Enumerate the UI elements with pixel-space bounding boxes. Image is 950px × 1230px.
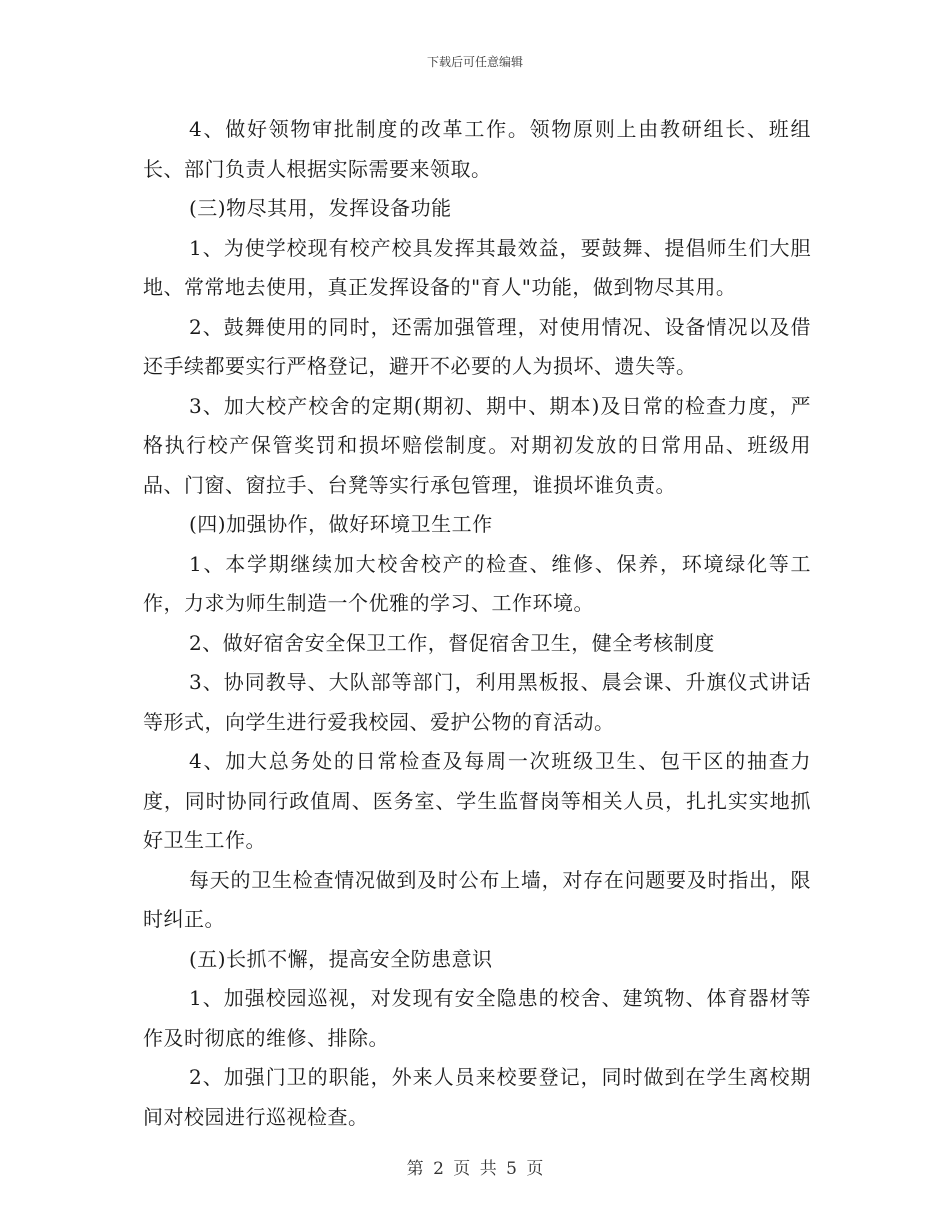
document-body (143, 110, 811, 1137)
section-heading-3: (三)物尽其用，发挥设备功能 (189, 196, 452, 220)
paragraph-guard: 2、加强门卫的职能，外来人员来校要登记，同时做到在学生离校期间对校园进行巡视检查。 (143, 1065, 811, 1129)
paragraph-management: 2、鼓舞使用的同时，还需加强管理，对使用情况、设备情况以及借还手续都要实行严格登记，避开不必要的人为损坏、遗失等。 (143, 314, 811, 378)
paragraph-use-equipment: 1、为使学校现有校产校具发挥其最效益，要鼓舞、提倡师生们大胆地、常常地去使用，真正发挥设备的"育人"功能，做到物尽其用。 (143, 235, 811, 299)
paragraph-daily-publish: 每天的卫生检查情况做到及时公布上墙，对存在问题要及时指出，限时纠正。 (143, 867, 811, 931)
page-number-footer: 第 2 页 共 5 页 (406, 1159, 544, 1179)
paragraph-item-4-requisition: 4、做好领物审批制度的改革工作。领物原则上由教研组长、班组长、部门负责人根据实际需要来领取。 (143, 117, 811, 181)
paragraph-education: 3、协同教导、大队部等部门，利用黑板报、晨会课、升旗仪式讲话等形式，向学生进行爱我校园、爱护公物的育活动。 (143, 670, 811, 734)
section-heading-5: (五)长抓不懈，提高安全防患意识 (189, 946, 493, 971)
paragraph-dormitory: 2、做好宿舍安全保卫工作，督促宿舍卫生，健全考核制度 (189, 630, 715, 655)
paragraph-inspection: 3、加大校产校舍的定期(期初、期中、期本)及日常的检查力度，严格执行校产保管奖罚和损坏赔偿制度。对期初发放的日常用品、班级用品、门窗、窗拉手、台凳等实行承包管理，谁损坏谁负责。 (143, 393, 811, 497)
paragraph-maintenance: 1、本学期继续加大校舍校产的检查、维修、保养，环境绿化等工作，力求为师生制造一个优雅的学习、工作环境。 (143, 551, 811, 615)
section-heading-4: (四)加强协作，做好环境卫生工作 (189, 512, 493, 536)
paragraph-patrol: 1、加强校园巡视，对发现有安全隐患的校舍、建筑物、体育器材等作及时彻底的维修、排除。 (143, 986, 811, 1050)
page-header-note: 下载后可任意编辑 (426, 55, 523, 69)
paragraph-hygiene-check: 4、加大总务处的日常检查及每周一次班级卫生、包干区的抽查力度，同时协同行政值周、医务室、学生监督岗等相关人员，扎扎实实地抓好卫生工作。 (143, 749, 811, 852)
